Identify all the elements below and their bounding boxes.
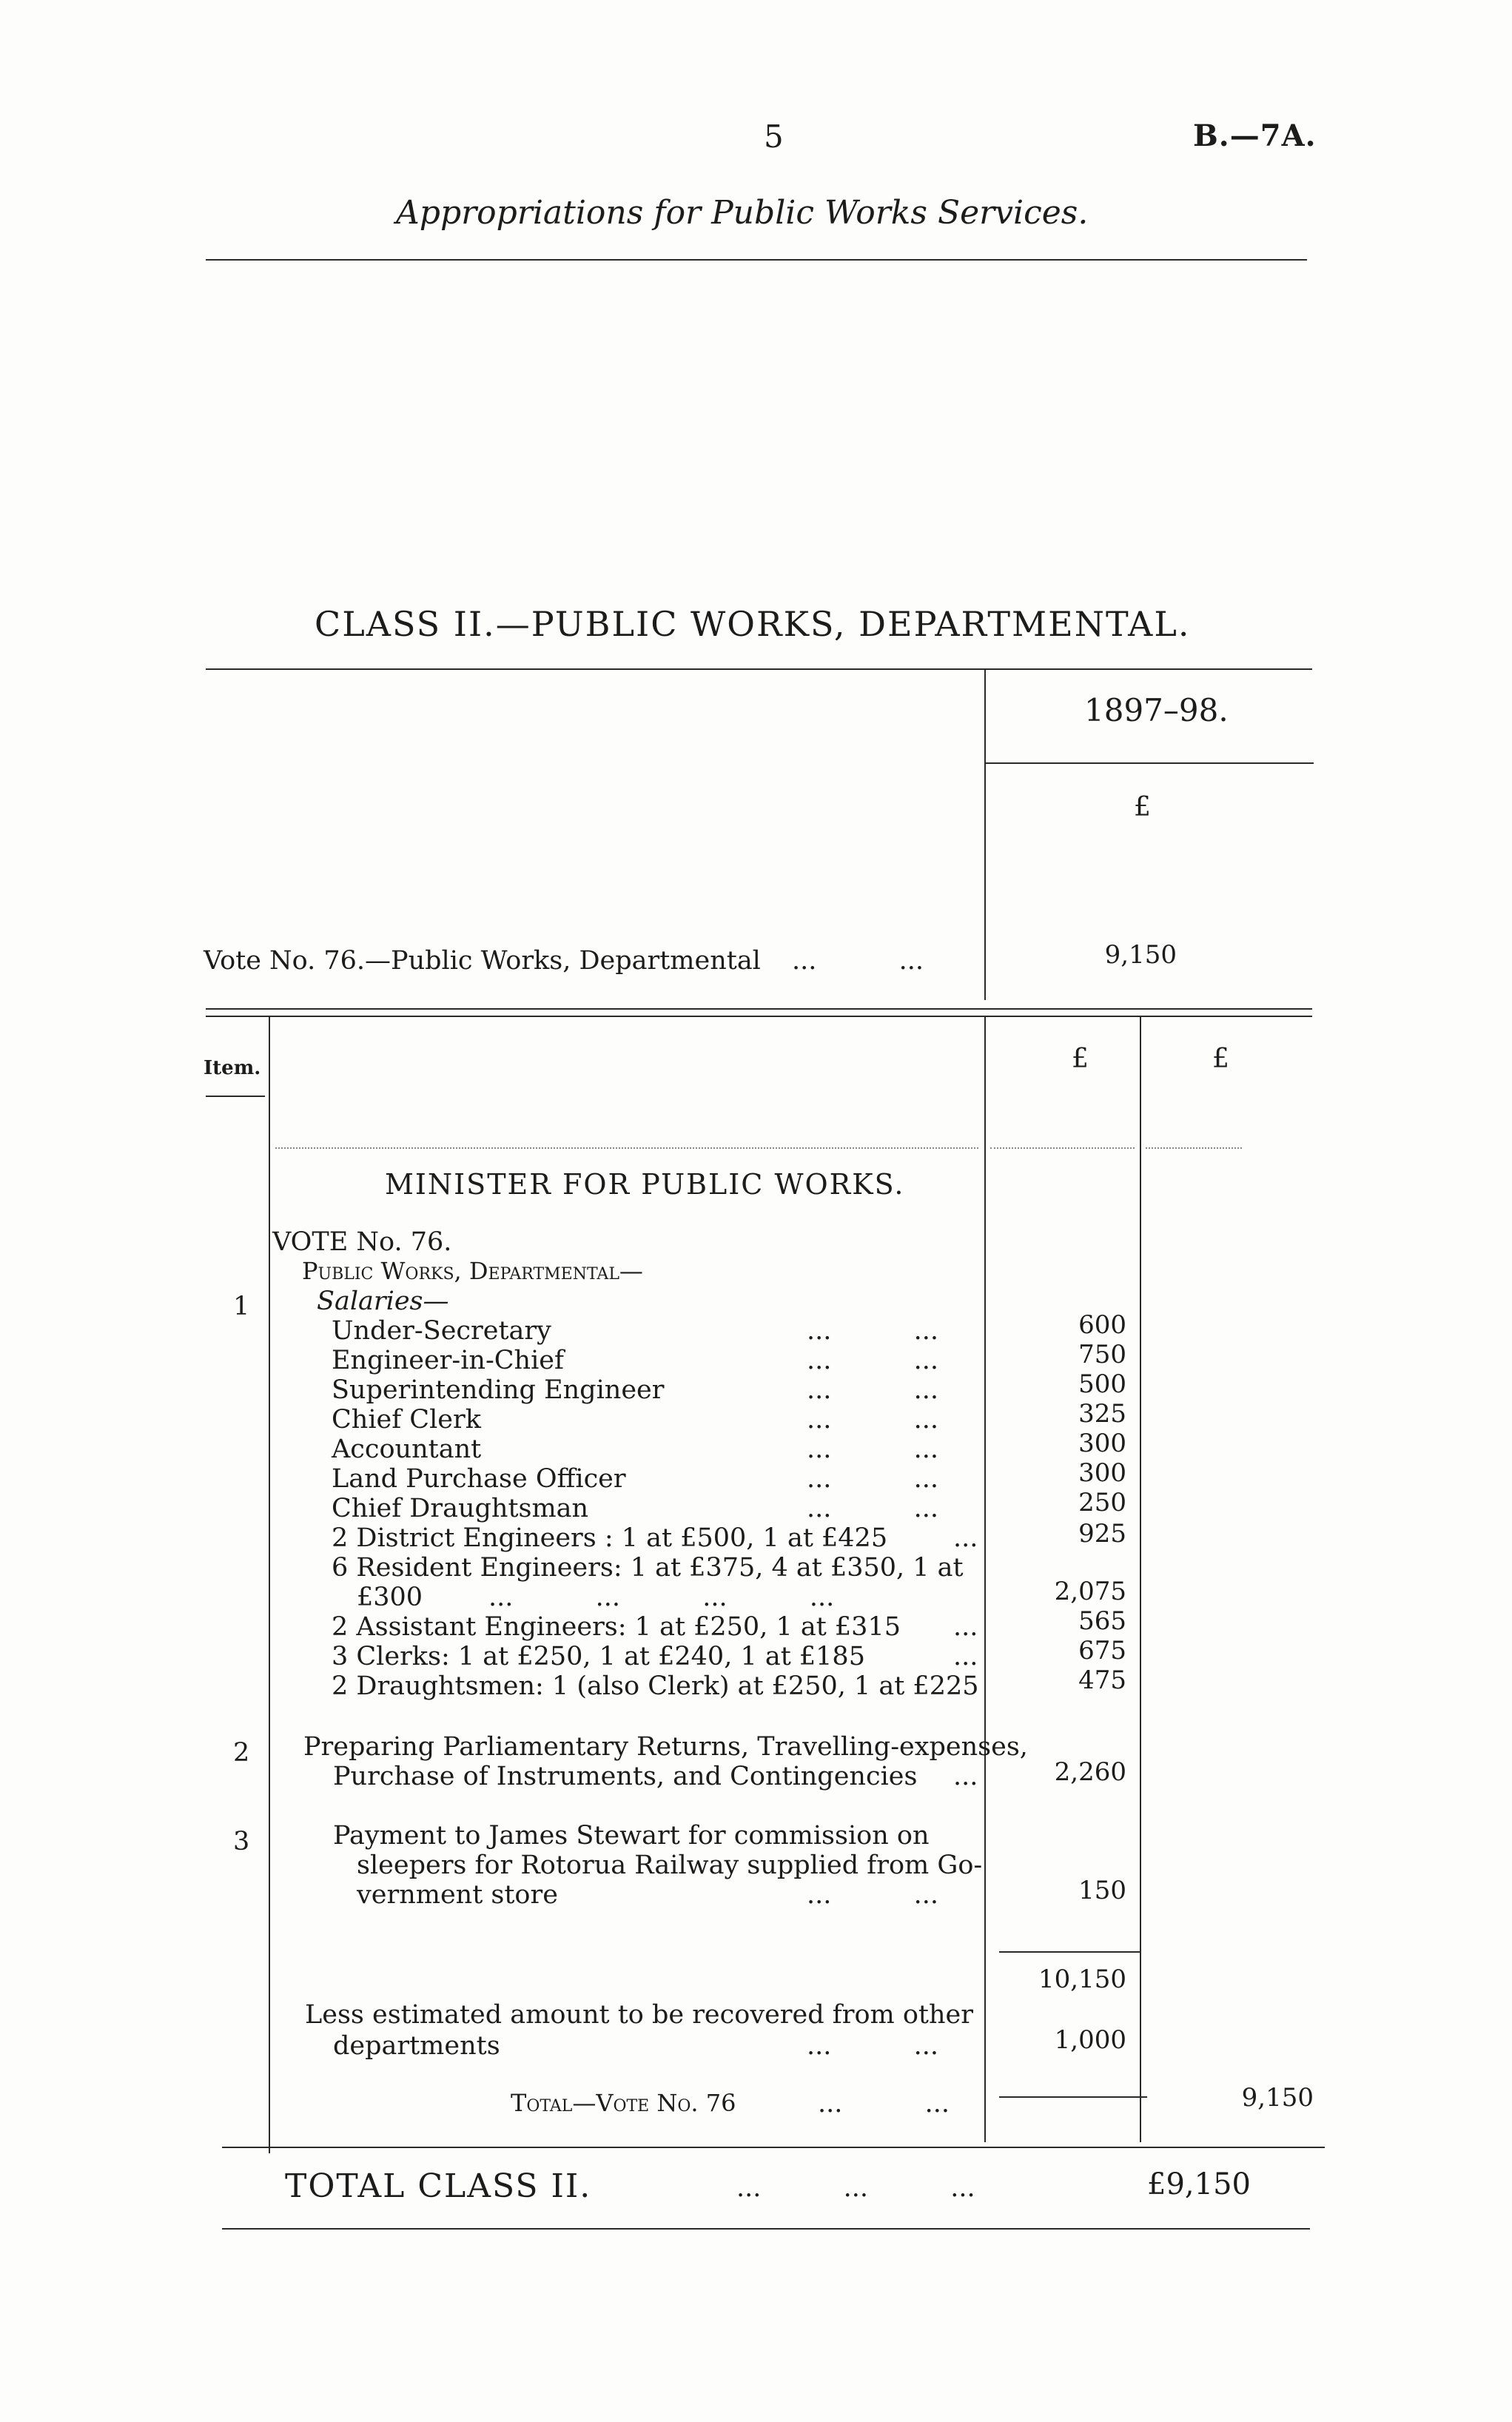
total-currency: £ bbox=[1212, 1044, 1229, 1074]
total-class-dots: ... ... ... bbox=[736, 2173, 975, 2203]
vote-label: Vote No. 76.—Public Works, Departmental bbox=[204, 946, 761, 976]
item-2-number: 2 bbox=[233, 1738, 250, 1768]
total-class-label: TOTAL CLASS II. bbox=[285, 2167, 592, 2205]
running-title: Appropriations for Public Works Services. bbox=[396, 194, 1089, 232]
vote-amount: 9,150 bbox=[1104, 940, 1177, 970]
salary-label: Accountant bbox=[332, 1435, 482, 1464]
item-3-line2: sleepers for Rotorua Railway supplied from Go- bbox=[357, 1851, 983, 1880]
faint-dotted-rule-amount bbox=[990, 1147, 1135, 1149]
total-column-divider bbox=[1140, 1017, 1141, 2142]
item-header-rule bbox=[206, 1096, 265, 1097]
salary-dots: ... ... bbox=[807, 1435, 939, 1464]
salary-label: Land Purchase Officer bbox=[332, 1464, 626, 1494]
minister-heading: MINISTER FOR PUBLIC WORKS. bbox=[385, 1168, 905, 1201]
double-rule-top bbox=[206, 1008, 1312, 1010]
salary-label: Superintending Engineer bbox=[332, 1375, 665, 1405]
summary-currency: £ bbox=[1134, 792, 1151, 822]
salary-amount: 750 bbox=[1078, 1340, 1126, 1369]
item-3-number: 3 bbox=[233, 1827, 250, 1856]
table-bottom-rule bbox=[222, 2147, 1325, 2148]
header-rule bbox=[206, 259, 1307, 261]
salary-label: 2 District Engineers : 1 at £500, 1 at £425 bbox=[332, 1523, 888, 1553]
salary-dots: ... ... bbox=[807, 1405, 939, 1435]
salary-label: 2 Assistant Engineers: 1 at £250, 1 at £315 bbox=[332, 1612, 901, 1642]
salary-dots: ... bbox=[953, 1523, 978, 1553]
salaries-heading: Salaries— bbox=[317, 1287, 449, 1316]
closing-rule bbox=[222, 2228, 1310, 2230]
salary-amount: 300 bbox=[1078, 1429, 1126, 1458]
item-column-divider bbox=[269, 1017, 270, 2153]
salary-dots: ... ... bbox=[807, 1316, 939, 1346]
salary-dots: ... bbox=[953, 1642, 978, 1671]
item-3-amount: 150 bbox=[1078, 1876, 1126, 1905]
salary-label: 2 Draughtsmen: 1 (also Clerk) at £250, 1 at £225 bbox=[332, 1671, 979, 1701]
less-recovered-line1: Less estimated amount to be recovered from other bbox=[305, 2000, 973, 2030]
salary-dots: ... ... bbox=[807, 1464, 939, 1494]
resident-engineers-dots: ... ... ... ... bbox=[488, 1583, 835, 1612]
salary-label: Under-Secretary bbox=[332, 1316, 551, 1346]
salary-amount: 475 bbox=[1078, 1665, 1126, 1695]
salary-dots: ... ... bbox=[807, 1494, 939, 1523]
subtotal-amount: 10,150 bbox=[1038, 1965, 1126, 1994]
sub-heading: Public Works, Departmental— bbox=[302, 1257, 643, 1285]
subtotal-rule bbox=[999, 1951, 1140, 1953]
salary-label: 3 Clerks: 1 at £250, 1 at £240, 1 at £185 bbox=[332, 1642, 865, 1671]
item-2-amount: 2,260 bbox=[1054, 1757, 1126, 1787]
total-class-amount: £9,150 bbox=[1147, 2167, 1251, 2201]
item-1-number: 1 bbox=[233, 1292, 250, 1321]
vote-heading: VOTE No. 76. bbox=[272, 1227, 452, 1257]
amount-currency: £ bbox=[1072, 1044, 1089, 1074]
salary-label: Engineer-in-Chief bbox=[332, 1346, 564, 1375]
salary-amount: 565 bbox=[1078, 1606, 1126, 1636]
year-rule bbox=[986, 762, 1314, 764]
salary-amount: 675 bbox=[1078, 1636, 1126, 1665]
summary-column-divider bbox=[984, 668, 986, 1000]
salary-amount: 600 bbox=[1078, 1310, 1126, 1340]
total-vote-rule bbox=[999, 2096, 1147, 2098]
salary-label: Chief Clerk bbox=[332, 1405, 481, 1435]
salary-dots: ... ... bbox=[807, 1346, 939, 1375]
vote-leader-dots: ... ... bbox=[792, 946, 924, 976]
item-3-line3: vernment store bbox=[357, 1880, 558, 1910]
page-number: 5 bbox=[764, 118, 784, 155]
resident-engineers-line2: £300 bbox=[357, 1583, 423, 1612]
faint-dotted-rule-total bbox=[1146, 1147, 1242, 1149]
summary-top-rule bbox=[206, 668, 1312, 670]
item-3-dots: ... ... bbox=[807, 1880, 939, 1910]
less-recovered-amount: 1,000 bbox=[1054, 2025, 1126, 2055]
double-rule-bottom bbox=[206, 1016, 1312, 1017]
year-header: 1897–98. bbox=[1084, 692, 1229, 728]
salary-amount: 325 bbox=[1078, 1399, 1126, 1429]
total-vote-amount: 9,150 bbox=[1241, 2083, 1314, 2113]
total-vote-label: Total—Vote No. 76 bbox=[511, 2089, 736, 2117]
salary-amount: 300 bbox=[1078, 1458, 1126, 1488]
reference-code: B.—7A. bbox=[1193, 118, 1317, 153]
resident-engineers-line1: 6 Resident Engineers: 1 at £375, 4 at £350, 1 at bbox=[332, 1553, 964, 1583]
faint-dotted-rule bbox=[275, 1147, 978, 1149]
less-recovered-dots: ... ... bbox=[807, 2031, 939, 2061]
item-2-line1: Preparing Parliamentary Returns, Travelling-expenses, bbox=[303, 1732, 1028, 1762]
class-title: CLASS II.—PUBLIC WORKS, DEPARTMENTAL. bbox=[315, 604, 1191, 644]
item-2-line2: Purchase of Instruments, and Contingencies bbox=[333, 1762, 918, 1791]
item-3-line1: Payment to James Stewart for commission on bbox=[333, 1821, 930, 1851]
salary-dots: ... ... bbox=[807, 1375, 939, 1405]
salary-dots: ... bbox=[953, 1612, 978, 1642]
salary-amount: 925 bbox=[1078, 1519, 1126, 1549]
less-recovered-line2: departments bbox=[333, 2031, 500, 2061]
salary-amount: 250 bbox=[1078, 1488, 1126, 1517]
item-column-header: Item. bbox=[204, 1057, 261, 1079]
salary-amount: 500 bbox=[1078, 1369, 1126, 1399]
resident-engineers-amount: 2,075 bbox=[1054, 1577, 1126, 1606]
salary-label: Chief Draughtsman bbox=[332, 1494, 589, 1523]
amount-column-divider bbox=[984, 1017, 986, 2142]
item-2-dots: ... bbox=[953, 1762, 978, 1791]
total-vote-dots: ... ... bbox=[818, 2089, 950, 2119]
